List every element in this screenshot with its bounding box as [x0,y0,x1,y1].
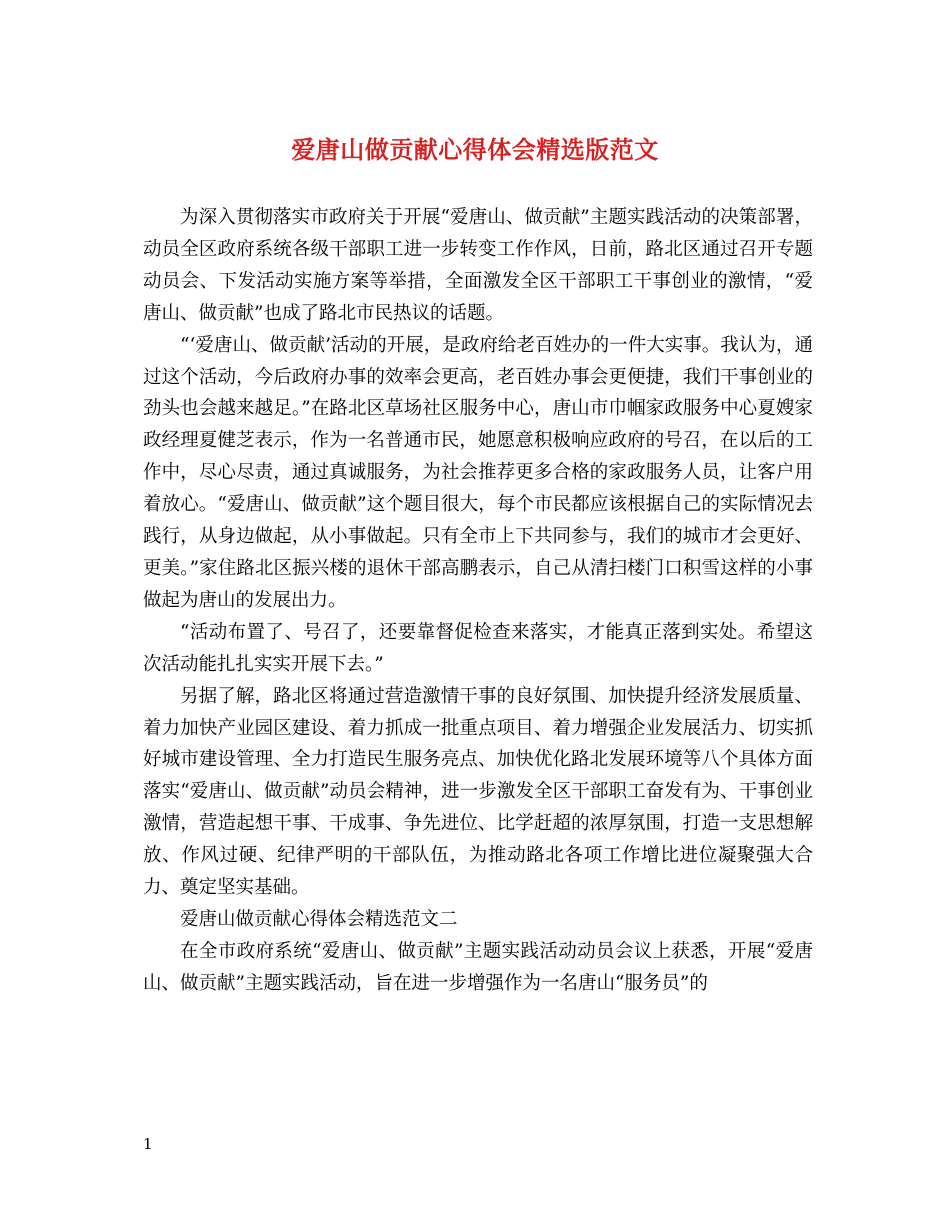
paragraph-3: “活动布置了、号召了，还要靠督促检查来落实，才能真正落到实处。希望这次活动能扎扎实实开展下去。” [143,621,813,675]
document-title: 爱唐山做贡献心得体会精选版范文 [291,135,659,164]
section-heading: 爱唐山做贡献心得体会精选范文二 [180,908,458,930]
document-body [143,202,813,1000]
paragraph-4: 另据了解，路北区将通过营造激情干事的良好氛围、加快提升经济发展质量、着力加快产业园区建设、着力抓成一批重点项目、着力增强企业发展活力、切实抓好城市建设管理、全力打造民生服务亮点、加快优化路北发展环境等八个具体方面落实“爱唐山、做贡献”动员会精神，进一步激发全区干部职工奋发有为、干事创业激情，营造起想干事、干成事、争先进位、比学赶超的浓厚氛围，打造一支思想解放、作风过硬、纪律严明的干部队伍，为推动路北各项工作增比进位凝聚强大合力、奠定坚实基础。 [143,685,813,899]
paragraph-2: “‘爱唐山、做贡献’活动的开展，是政府给老百姓办的一件大实事。我认为，通过这个活动，今后政府办事的效率会更高，老百姓办事会更便捷，我们干事创业的劲头也会越来越足。”在路北区草场社区服务中心，唐山市巾帼家政服务中心夏嫂家政经理夏健芝表示，作为一名普通市民，她愿意积极响应政府的号召，在以后的工作中，尽心尽责，通过真诚服务，为社会推荐更多合格的家政服务人员，让客户用着放心。“爱唐山、做贡献”这个题目很大，每个市民都应该根据自己的实际情况去践行，从身边做起，从小事做起。只有全市上下共同参与，我们的城市才会更好、更美。”家住路北区振兴楼的退休干部高鹏表示，自己从清扫楼门口积雪这样的小事做起为唐山的发展出力。 [143,334,813,611]
paragraph-1: 为深入贯彻落实市政府关于开展“爱唐山、做贡献”主题实践活动的决策部署，动员全区政府系统各级干部职工进一步转变工作作风，日前，路北区通过召开专题动员会、下发活动实施方案等举措，全面激发全区干部职工干事创业的激情，“爱唐山、做贡献”也成了路北市民热议的话题。 [143,207,813,324]
page-number: 1 [143,1135,153,1153]
paragraph-5: 在全市政府系统“爱唐山、做贡献”主题实践活动动员会议上获悉，开展“爱唐山、做贡献”主题实践活动，旨在进一步增强作为一名唐山“服务员”的 [143,940,813,994]
